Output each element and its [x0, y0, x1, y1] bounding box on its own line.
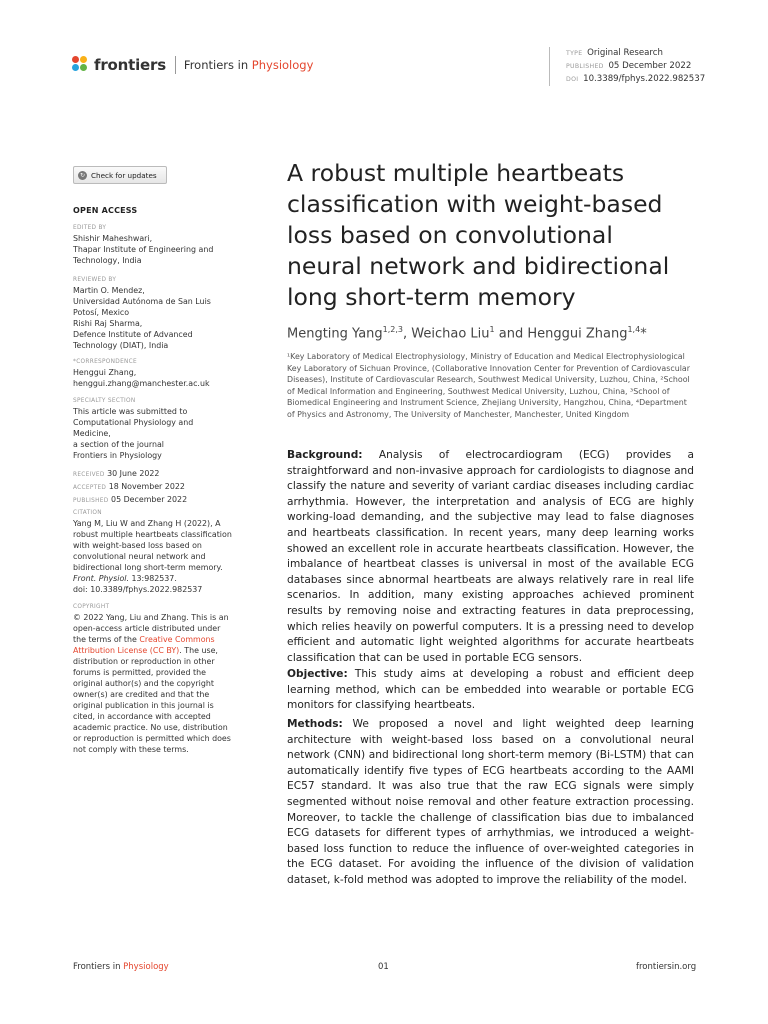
- dates: RECEIVED 30 June 2022 ACCEPTED 18 November 2022 PUBLISHED 05 December 2022: [73, 469, 188, 504]
- reviewed-by: REVIEWED BY Martin O. Mendez, Universidad Autónoma de San Luis Potosí, Mexico Rishi Raj Sharma, Defence Institute of Advanced Technology (DIAT), India: [73, 277, 211, 350]
- frontiers-logo[interactable]: [72, 56, 313, 74]
- page-number: 01: [378, 962, 389, 972]
- abstract-objective: Objective: This study aims at developing a robust and efficient deep learning method, which can be embedded into wearable or portable ECG monitors for classifying heartbeats.: [287, 668, 694, 712]
- article-type: Original Research: [587, 48, 663, 58]
- citation: CITATION Yang M, Liu W and Zhang H (2022), A robust multiple heartbeats classification with weight-based loss based on convolutional neural network and bidirectional long short-term memory. Front. Physiol. 13:982537. doi: 10.3389/fphys.2022.982537: [73, 510, 232, 594]
- footer-site-link[interactable]: frontiersin.org: [636, 962, 697, 972]
- published-date: 05 December 2022: [608, 61, 692, 71]
- frontiers-logo-icon: [72, 56, 90, 74]
- article-title: A robust multiple heartbeats classification with weight-based loss based on convolutional neural network and bidirectional long short-term memory: [287, 159, 670, 311]
- doi[interactable]: 10.3389/fphys.2022.982537: [583, 74, 706, 84]
- edited-by: EDITED BY Shishir Maheshwari, Thapar Institute of Engineering and Technology, India: [73, 225, 214, 265]
- footer-journal: Frontiers in Physiology: [73, 962, 169, 972]
- check-for-updates-button[interactable]: ↻ Check for updates: [73, 166, 167, 184]
- journal-name: Frontiers in Physiology: [183, 58, 314, 72]
- author[interactable]: Henggui Zhang: [527, 326, 628, 342]
- cc-license-link-cont[interactable]: Attribution License (CC BY): [73, 646, 180, 655]
- author[interactable]: Weichao Liu: [411, 326, 490, 342]
- correspondence-email[interactable]: henggui.zhang@manchester.ac.uk: [73, 379, 210, 388]
- open-access-label: OPEN ACCESS: [73, 206, 138, 215]
- author[interactable]: Mengting Yang: [287, 326, 383, 342]
- author-list: Mengting Yang$^{1,2,3}$, Weichao Liu$^1$ and Henggui Zhang$^{1,4}$*: [287, 325, 647, 342]
- cc-license-link[interactable]: Creative Commons: [139, 635, 215, 644]
- abstract-methods: Methods: We proposed a novel and light weighted deep learning architecture with weight-based loss based on a convolutional neural network (CNN) and bidirectional long short-term memory (Bi-LSTM) that can automatically identify five types of ECG heartbeats according to the AAMI EC57 standard. It was also true that the raw ECG signals were simply segmented without noise removal and other feature extraction processing. Moreover, to tackle the challenge of classification bias due to imbalanced ECG datasets for different types of arrhythmias, we introduced a weight-based loss function to reduce the influence of over-weighted categories in the ECG dataset. For avoiding the influence of the division of validation dataset, k-fold method was adopted to improve the reliability of the model.: [287, 718, 694, 886]
- logo-divider: [175, 56, 176, 74]
- article-meta: TYPE Original Research PUBLISHED 05 December 2022 DOI 10.3389/fphys.2022.982537: [549, 47, 705, 86]
- affiliations: ¹Key Laboratory of Medical Electrophysiology, Ministry of Education and Medical Electrophysiological Key Laboratory of Sichuan Province, (Collaborative Innovation Center for Prevention of Cardiovascular Diseases), Institute of Cardiovascular Research, Southwest Medical University, Luzhou, China, ²School of Medical Information and Engineering, Southwest Medical University, Luzhou, China, ³School of Biomedical Engineering and Instrument Science, Zhejiang University, Hangzhou, China, ⁴Department of Physics and Astronomy, The University of Manchester, Manchester, United Kingdom: [287, 352, 690, 419]
- update-icon: ↻: [79, 171, 86, 179]
- copyright: COPYRIGHT © 2022 Yang, Liu and Zhang. This is an open-access article distributed under the terms of the Creative Commons Attribution License (CC BY). The use, distribution or reproduction in other forums is permitted, provided the original author(s) and the copyright owner(s) are credited and that the original publication in this journal is cited, in accordance with accepted academic practice. No use, distribution or reproduction is permitted which does not comply with these terms.: [73, 604, 231, 754]
- abstract-background: Background: Analysis of electrocardiogram (ECG) provides a straightforward and non-invasive approach for cardiologists to diagnose and classify the nature and severity of variant cardiac diseases including cardiac arrhythmia. However, the interpretation and analysis of ECG are highly working-load demanding, and the subjective may lead to false diagnoses and heartbeats classification. In recent years, many deep learning works showed an excellent role in accurate heartbeats classification. However, the imbalance of heartbeat classes is universal in most of the available ECG databases since abnormal heartbeats are always relatively rare in real life scenarios. In addition, many existing approaches achieved prominent results by removing noise and extracting features in data preprocessing, which relies heavily on powerful computers. It is a pressing need to develop efficient and automatic light weighted algorithms for accurate heartbeats classification that can be used in portable ECG sensors.: [287, 449, 694, 664]
- logo-wordmark: frontiers: [94, 56, 166, 74]
- specialty-section: SPECIALTY SECTION This article was submitted to Computational Physiology and Medicine, a section of the journal Frontiers in Physiology: [73, 398, 194, 460]
- correspondence: *CORRESPONDENCE Henggui Zhang, henggui.zhang@manchester.ac.uk: [73, 358, 243, 389]
